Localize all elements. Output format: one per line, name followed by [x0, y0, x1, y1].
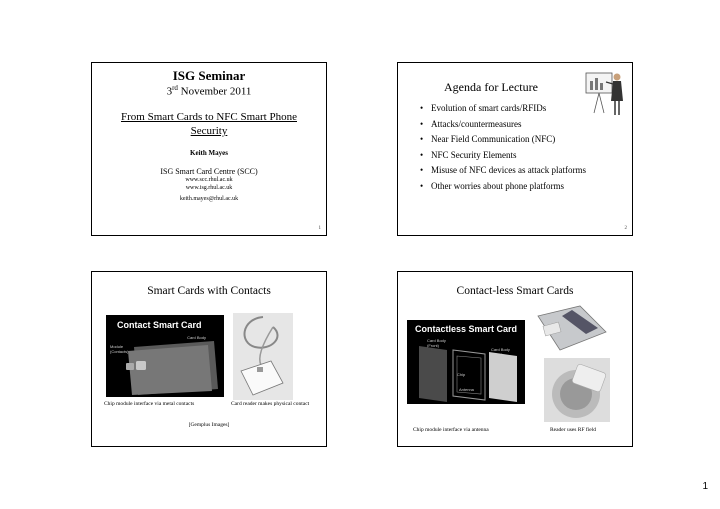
email: keith.mayes@rhul.ac.uk [179, 196, 239, 202]
agenda-item: • Near Field Communication (NFC) [420, 132, 586, 148]
nfc-reader-image [532, 302, 610, 354]
image-label: Antenna [459, 387, 474, 392]
agenda-item: • Evolution of smart cards/RFIDs [420, 101, 586, 117]
contactless-card-image [407, 320, 525, 404]
card-layers-illustration [407, 320, 525, 404]
image-label: Card Body [187, 335, 206, 340]
agenda-item: • Other worries about phone platforms [420, 179, 586, 195]
slide-3 [91, 271, 327, 447]
organisation-block [92, 167, 326, 203]
image-label: Module (Contacts) [110, 344, 129, 354]
url-scc: www.scc.rhul.ac.uk [185, 177, 233, 183]
slide-number: 1 [318, 226, 321, 231]
reader-illustration [233, 313, 293, 400]
seminar-subtitle: From Smart Cards to NFC Smart Phone Security [120, 111, 297, 137]
organisation-name: ISG Smart Card Centre (SCC) [160, 167, 258, 176]
slide-number: 2 [624, 226, 627, 231]
image-caption: Chip module interface via antenna [413, 427, 489, 433]
contact-card-image [106, 315, 224, 397]
presenter-clipart [584, 67, 626, 119]
seminar-title: ISG Seminar [172, 68, 246, 83]
agenda-item: • Misuse of NFC devices as attack platforms [420, 163, 586, 179]
image-label: Card Body [491, 347, 510, 352]
rf-card-image [544, 358, 610, 422]
author-name: Keith Mayes [190, 149, 228, 157]
slide-title: Contact-less Smart Cards [456, 285, 574, 297]
url-isg: www.isg.rhul.ac.uk [185, 185, 233, 191]
agenda-item: • Attacks/countermeasures [420, 117, 586, 133]
image-caption: Card reader makes physical contact [231, 401, 310, 407]
image-caption: Reader uses RF field [550, 427, 596, 433]
image-title: Contact Smart Card [117, 320, 202, 330]
image-credit: [Gemplus Images] [188, 422, 230, 428]
image-label: Card Body (Front) [427, 338, 446, 348]
slide-4 [397, 271, 633, 447]
image-label: Chip [457, 372, 466, 377]
slide-title: Smart Cards with Contacts [147, 285, 271, 297]
page-number: 1 [702, 481, 708, 492]
pos-terminal-illustration [532, 302, 610, 354]
card-reader-image [233, 313, 293, 400]
agenda-item: • NFC Security Elements [420, 148, 586, 164]
image-caption: Chip module interface via metal contacts [104, 401, 195, 407]
slide-2 [397, 62, 633, 236]
agenda-list [420, 101, 586, 194]
agenda-title: Agenda for Lecture [444, 80, 538, 94]
seminar-date: 3rd November 2011 [166, 84, 252, 98]
image-title: Contactless Smart Card [415, 324, 518, 334]
slide-1 [91, 62, 327, 236]
rf-reader-illustration [544, 358, 610, 422]
card-illustration [106, 315, 224, 397]
